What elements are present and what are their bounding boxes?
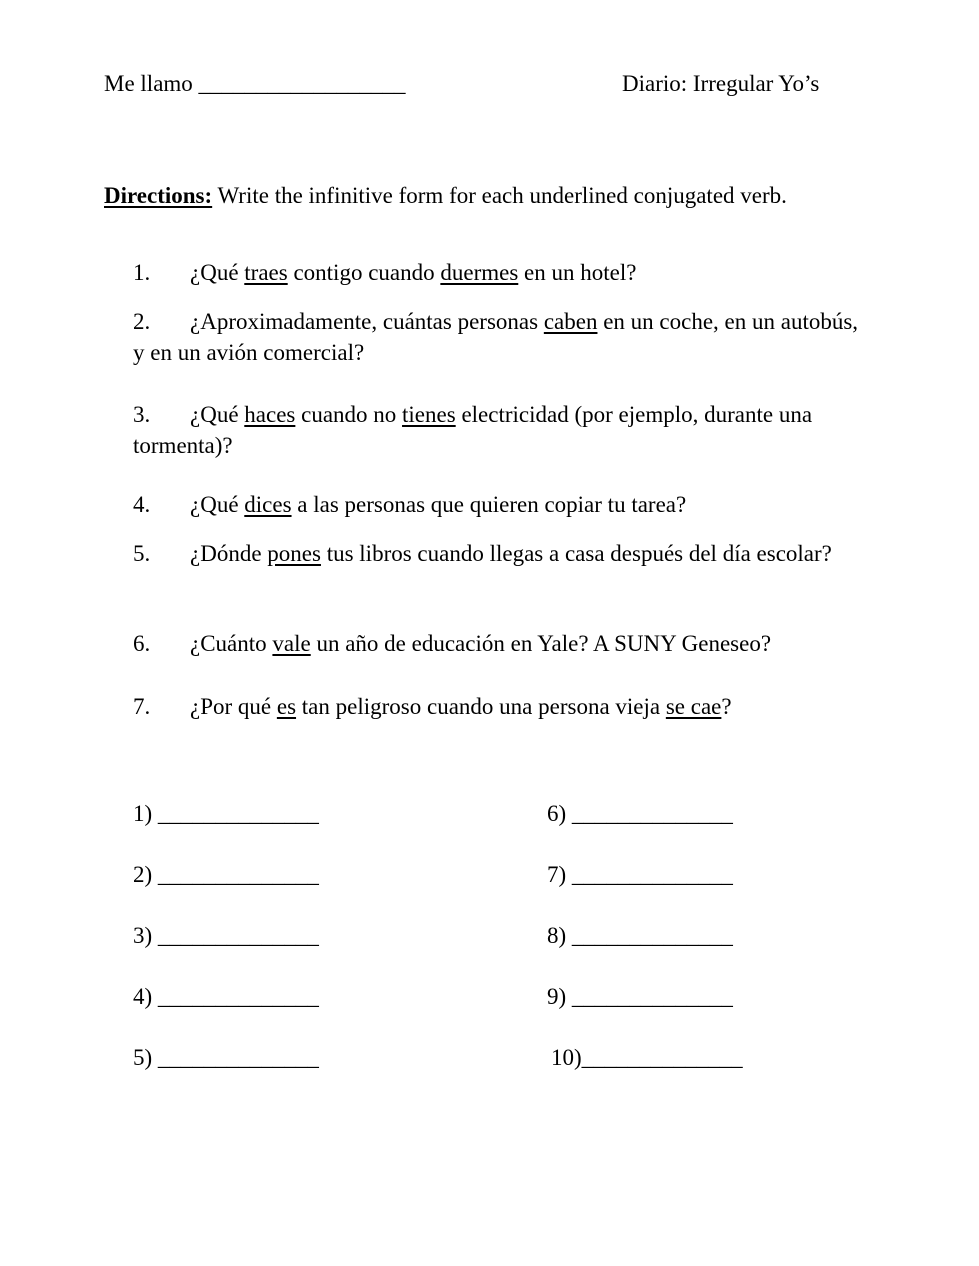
question-5 xyxy=(133,538,853,569)
question-text: a las personas que quieren copiar tu tarea? xyxy=(291,492,687,517)
question-6 xyxy=(133,631,771,657)
verb-underlined: caben xyxy=(543,309,598,334)
question-text: contigo cuando xyxy=(287,260,441,285)
question-7 xyxy=(133,694,732,720)
answer-blank-9[interactable]: 9) ______________ xyxy=(547,984,733,1009)
verb-underlined: pones xyxy=(267,541,321,566)
question-text: ¿Qué xyxy=(190,260,245,285)
name-label: Me llamo xyxy=(104,71,193,96)
question-number: 6. xyxy=(133,631,151,656)
verb-underlined: dices xyxy=(244,492,292,517)
answer-blank-1[interactable]: 1) ______________ xyxy=(133,801,319,826)
verb-underlined: es xyxy=(276,694,297,719)
answer-blank-3[interactable]: 3) ______________ xyxy=(133,923,319,948)
question-text: en un hotel? xyxy=(518,260,637,285)
question-text: ¿Aproximadamente, cuántas personas xyxy=(190,309,544,334)
question-text: un año de educación en Yale? A SUNY Geneseo? xyxy=(310,631,772,656)
verb-underlined: vale xyxy=(272,631,311,656)
verb-underlined: haces xyxy=(244,402,296,427)
directions xyxy=(104,183,787,209)
question-3 xyxy=(133,399,873,461)
verb-underlined: se cae xyxy=(665,694,722,719)
question-number: 3. xyxy=(133,402,151,427)
question-number: 2. xyxy=(133,309,151,334)
question-number: 1. xyxy=(133,260,151,285)
question-text: cuando no xyxy=(295,402,403,427)
verb-underlined: traes xyxy=(244,260,288,285)
question-number: 4. xyxy=(133,492,151,517)
verb-underlined: tienes xyxy=(402,402,456,427)
name-line xyxy=(104,71,406,97)
question-text: en un coche, en un autobús, y en un avión comercial? xyxy=(133,309,859,365)
directions-label: Directions: xyxy=(104,183,213,208)
directions-text: Write the infinitive form for each underlined conjugated verb. xyxy=(212,183,787,208)
question-4 xyxy=(133,492,686,518)
question-text: ¿Por qué xyxy=(190,694,277,719)
question-number: 5. xyxy=(133,541,151,566)
answer-blank-8[interactable]: 8) ______________ xyxy=(547,923,733,948)
question-text: ? xyxy=(721,694,732,719)
question-text: tus libros cuando llegas a casa después del día escolar? xyxy=(320,541,832,566)
question-text: ¿Dónde xyxy=(190,541,268,566)
question-text: ¿Qué xyxy=(190,492,245,517)
answer-blank-10[interactable]: 10)______________ xyxy=(551,1045,743,1070)
answer-blank-6[interactable]: 6) ______________ xyxy=(547,801,733,826)
question-number: 7. xyxy=(133,694,151,719)
answer-blank-5[interactable]: 5) ______________ xyxy=(133,1045,319,1070)
answer-blank-4[interactable]: 4) ______________ xyxy=(133,984,319,1009)
question-text: electricidad (por ejemplo, durante una tormenta)? xyxy=(133,402,813,458)
question-1 xyxy=(133,260,636,286)
page-title: Diario: Irregular Yo’s xyxy=(622,71,820,96)
name-field[interactable]: __________________ xyxy=(198,71,406,96)
question-text: ¿Qué xyxy=(190,402,245,427)
question-text: tan peligroso cuando una persona vieja xyxy=(296,694,666,719)
answer-blank-7[interactable]: 7) ______________ xyxy=(547,862,733,887)
question-text: ¿Cuánto xyxy=(190,631,273,656)
question-2 xyxy=(133,306,873,368)
answer-blank-2[interactable]: 2) ______________ xyxy=(133,862,319,887)
verb-underlined: duermes xyxy=(440,260,519,285)
